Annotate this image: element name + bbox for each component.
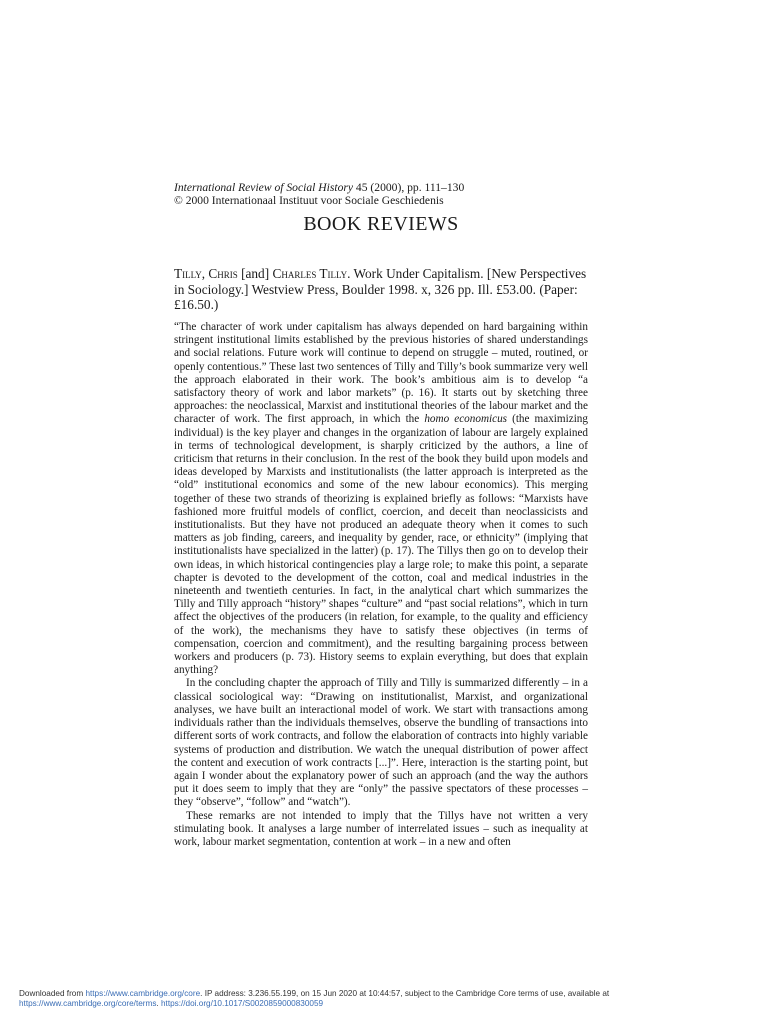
terms-link[interactable]: https://www.cambridge.org/core/terms — [19, 999, 157, 1008]
book-citation — [174, 266, 588, 313]
footer-text: . — [156, 999, 161, 1008]
copyright-line: © 2000 Internationaal Instituut voor Sociale Geschiedenis — [174, 194, 444, 207]
journal-volume-pages: 45 (2000), pp. 111–130 — [353, 181, 465, 194]
footer-text: Downloaded from — [19, 989, 86, 998]
paragraph-text: (the maximizing individual) is the key player and changes in the organization of labour are largely explained in terms of technological development, is sharply criticized by the authors, a line of criticism that returns in their conclusion. In the rest of the book they build upon models and ideas developed by Marxists and institutionalists (the latter approach is interpreted as the “old” institutional economics and some of the new labour economics). This merging together of these two strands of theorizing is explained briefly as follows: “Marxists have fashioned more fruitful models of conflict, coercion, and deceit than neoclassicists and institutionalists. But they have not produced an adequate theory when it comes to such matters as job finding, careers, and inequality by gender, race, or ethnicity” (implying that institutionalists have specialized in the latter) (p. 17). The Tillys then go on to develop their own ideas, in which historical contingencies play a large role; to make this point, a separate chapter is devoted to the development of the cotton, coal and medical industries in the nineteenth and twentieth centuries. In fact, in the analytical chart which summarizes the Tilly and Tilly approach “history” shapes “culture” and “past social relations”, which in turn affect the objectives of the producers (in relation, for example, to the quality and efficiency of the work), the mechanisms they have to satisfy these objectives (in terms of compensation, coercion and commitment), and the resulting bargaining process between workers and producers (p. 73). History seems to explain everything, but does that explain anything? — [174, 413, 588, 677]
download-footer — [19, 989, 759, 1009]
review-paragraph-3: These remarks are not intended to imply that the Tillys have not written a very stimulating book. It analyses a large number of interrelated issues – such as inequality at work, labour market segmentation, contention at work – in a new and often — [174, 809, 588, 848]
review-paragraph-2: In the concluding chapter the approach of Tilly and Tilly is summarized differently – in a classical sociological way: “Drawing on institutionalist, Marxist, and organizational analyses, we have built an interactional model of work. We start with transactions among individuals rather than the individuals themselves, observe the bundling of transactions into different sorts of work contracts, and follow the elaboration of contracts into highly variable systems of production and distribution. We watch the unequal distribution of power affect the content and execution of work contracts [...]”. Here, interaction is the starting point, but again I wonder about the explanatory power of such an approach (and the way the authors put it does seem to imply that they are “only” the passive spectators of these processes – they “observe”, “follow” and “watch”). — [174, 677, 588, 809]
italic-term: homo economicus — [424, 413, 508, 426]
paragraph-text: “The character of work under capitalism has always depended on hard bargaining within stringent institutional limits established by the previous histories of shared understandings and social relations. Future work will continue to depend on struggle – muted, routined, or openly contentious.” These last two sentences of Tilly and Tilly’s book summarize very well the approach elaborated in their work. The book’s ambitious aim is to develop “a satisfactory theory of work and labor markets” (p. 16). It starts out by sketching three approaches: the neoclassical, Marxist and institutional theories of the labour market and the character of work. The first approach, in which the — [174, 321, 588, 426]
review-paragraph-1 — [174, 321, 588, 677]
review-body — [174, 321, 588, 849]
author-conjunction: [and] — [237, 266, 273, 281]
author-2: Charles Tilly — [272, 266, 348, 281]
book-details: . Work Under Capitalism. [New Perspectives in Sociology.] Westview Press, Boulder 1998. x, 326 pp. Ill. £53.00. (Paper: £16.50.) — [174, 266, 587, 312]
footer-text: . IP address: 3.236.55.199, on 15 Jun 2020 at 10:44:57, subject to the Cambridge Core terms of use, available at — [200, 989, 610, 998]
journal-citation-line — [174, 181, 594, 194]
journal-header — [174, 181, 594, 207]
journal-title: International Review of Social History — [174, 181, 354, 194]
doi-link[interactable]: https://doi.org/10.1017/S0020859000830059 — [160, 999, 324, 1008]
author-1: Tilly, Chris — [174, 266, 238, 281]
core-link[interactable]: https://www.cambridge.org/core — [85, 989, 201, 998]
section-title: BOOK REVIEWS — [303, 213, 459, 235]
